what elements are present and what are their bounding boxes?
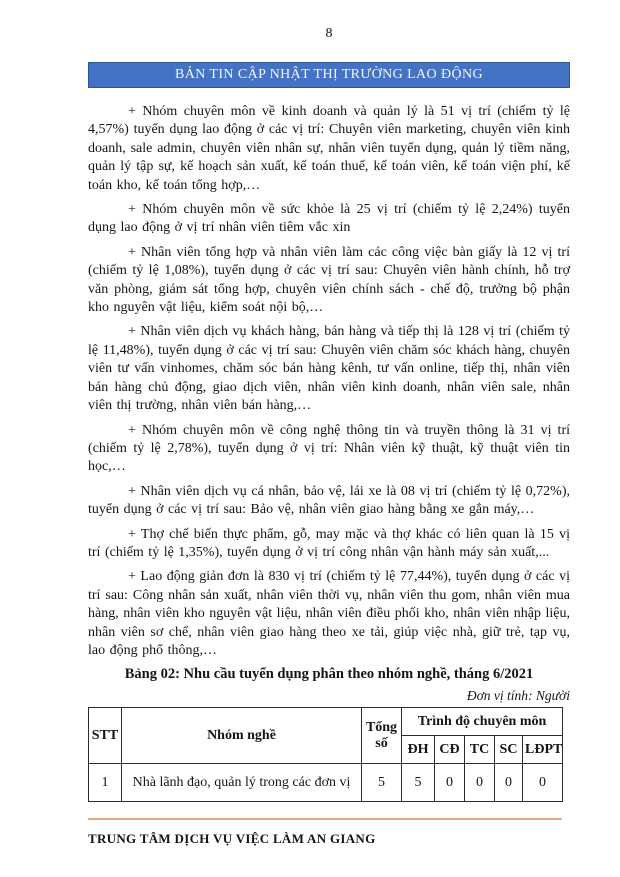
col-header-college: CĐ — [435, 736, 465, 764]
paragraph-simple-labor-group: + Lao động giản đơn là 830 vị trí (chiếm tỷ lệ 77,44%), tuyển dụng ở các vị trí sau: Công nhân sản xuất, nhân viên thời vụ, nhân viên thu gom, nhân viên mua hàng, nhân viên kho nguyên vật liệu, nhân viên điều phối kho, nhân viên nhập liệu, nhân viên sơ chế, nhân viên giao hàng theo xe tải, giúp việc nhà, giữ trẻ, tạp vụ, lao động phổ thông,… — [88, 569, 570, 658]
paragraph-sales-service-group: + Nhân viên dịch vụ khách hàng, bán hàng và tiếp thị là 128 vị trí (chiếm tỷ lệ 11,48%), tuyển dụng ở các vị trí sau: Chuyên viên chăm sóc khách hàng, chuyên viên tư vấn vinhomes, chăm sóc bán hàng kênh, tư vấn online, tiếp thị, nhân viên bán hàng chủ động, giao dịch viên, nhân viên kinh doanh, nhân viên sale, nhân viên thị trường, nhân viên bán hàng,… — [88, 324, 570, 414]
col-header-stt: STT — [89, 708, 122, 764]
paragraph-health-group: + Nhóm chuyên môn về sức khỏe là 25 vị trí (chiếm tỷ lệ 2,24%) tuyển dụng lao động ở vị trí nhân viên tiêm vắc xin — [88, 202, 570, 236]
footer-divider — [88, 818, 562, 820]
cell-stt: 1 — [89, 764, 122, 802]
bulletin-banner — [88, 62, 570, 88]
bulletin-banner-title: BẢN TIN CẬP NHẬT THỊ TRƯỜNG LAO ĐỘNG — [175, 67, 483, 82]
col-header-unskilled: LĐPT — [523, 736, 563, 764]
cell-unskilled: 0 — [523, 764, 563, 802]
paragraph-personal-service-group: + Nhân viên dịch vụ cá nhân, bảo vệ, lái xe là 08 vị trí (chiếm tỷ lệ 0,72%), tuyển dụng ở các vị trí sau: Bảo vệ, nhân viên giao hàng bằng xe gắn máy,… — [88, 483, 570, 518]
cell-elementary: 0 — [495, 764, 523, 802]
col-header-elementary: SC — [495, 736, 523, 764]
col-header-occupation: Nhóm nghề — [122, 708, 362, 764]
col-header-university: ĐH — [402, 736, 435, 764]
body-text — [88, 103, 570, 660]
unit-note: Đơn vị tính: Người — [466, 688, 570, 704]
cell-university: 5 — [402, 764, 435, 802]
col-header-intermediate: TC — [465, 736, 495, 764]
paragraph-craft-workers-group: + Thợ chế biến thực phẩm, gỗ, may mặc và thợ khác có liên quan là 15 vị trí (chiếm tỷ lệ 1,35%), tuyển dụng ở vị trí công nhân vận hành máy sản xuất,... — [88, 526, 570, 560]
paragraph-it-group: + Nhóm chuyên môn về công nghệ thông tin và truyền thông là 31 vị trí (chiếm tỷ lệ 2,78%), tuyển dụng ở vị trí: Nhân viên kỹ thuật, kỹ thuật viên tin học,… — [88, 422, 570, 475]
page-number: 8 — [325, 26, 333, 41]
paragraph-business-group: + Nhóm chuyên môn về kinh doanh và quản lý là 51 vị trí (chiếm tỷ lệ 4,57%) tuyển dụng lao động ở các vị trí: Chuyên viên marketing, chuyên viên kinh doanh, sale admin, chuyên viên nhân sự, nhân viên tuyển dụng, quản lý tiềm năng, quản lý tập sự, kế hoạch sản xuất, kế toán thuế, kế toán viên, kế toán viện phí, kế toán kho, kế toán tổng hợp,… — [88, 104, 570, 193]
paragraph-clerical-group: + Nhân viên tổng hợp và nhân viên làm các công việc bàn giấy là 12 vị trí (chiếm tỷ lệ 1,08%), tuyển dụng ở các vị trí sau: Chuyên viên hành chính, hỗ trợ văn phòng, giám sát tổng hợp, chuyên viên chính sách - chế độ, trưởng bộ phận kho nguyên vật liệu, kiểm soát nội bộ,… — [88, 244, 570, 316]
col-header-qualification-group: Trình độ chuyên môn — [402, 708, 563, 736]
cell-total: 5 — [362, 764, 402, 802]
col-header-total: Tổng số — [362, 708, 402, 764]
footer-org-name: TRUNG TÂM DỊCH VỤ VIỆC LÀM AN GIANG — [88, 831, 376, 846]
cell-occupation: Nhà lãnh đạo, quản lý trong các đơn vị — [122, 764, 362, 802]
table-caption: Bảng 02: Nhu cầu tuyển dụng phân theo nhóm nghề, tháng 6/2021 — [124, 666, 534, 683]
page-content — [88, 0, 570, 802]
cell-intermediate: 0 — [465, 764, 495, 802]
table-row — [89, 764, 563, 802]
cell-college: 0 — [435, 764, 465, 802]
recruitment-demand-table — [88, 707, 563, 802]
table-header-row-1 — [89, 708, 563, 736]
